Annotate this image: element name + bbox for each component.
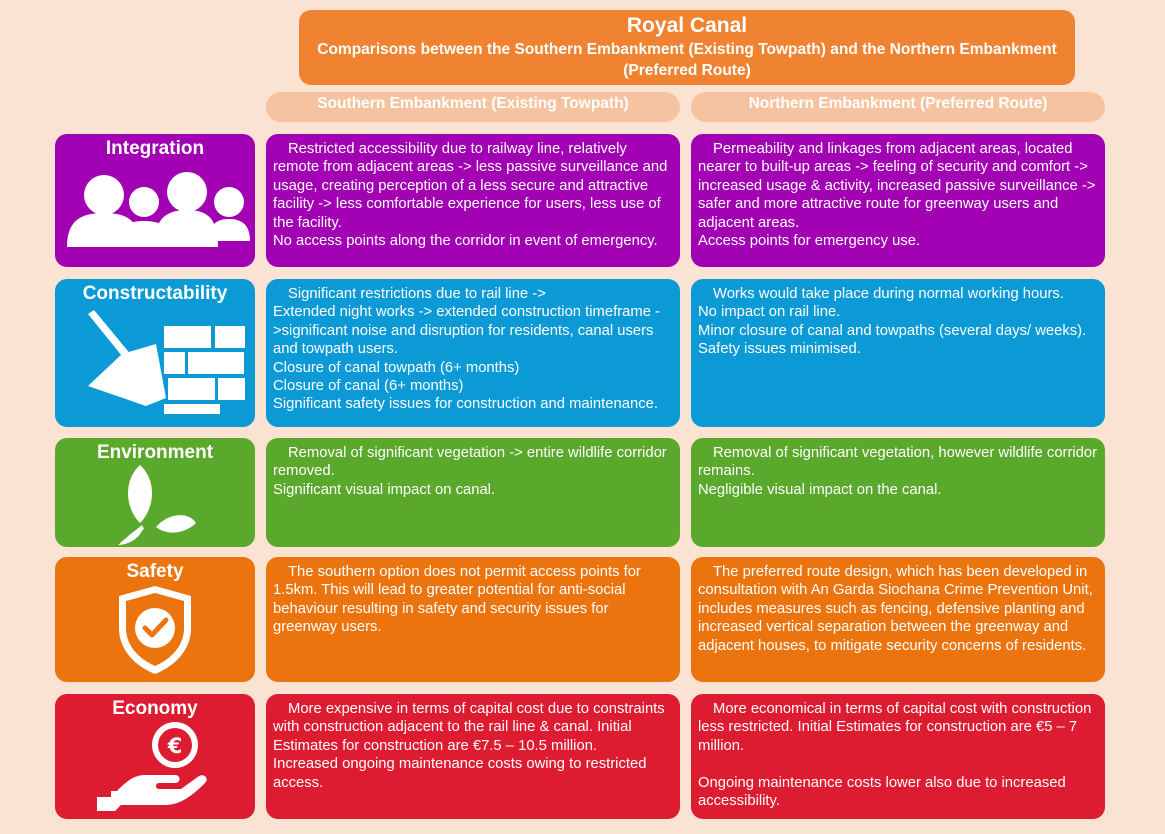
cell-environment-southern	[266, 438, 680, 547]
row-label-economy	[55, 694, 255, 819]
cell-paragraph: Removal of significant vegetation, however wildlife corridor remains.	[698, 445, 1098, 480]
people-group-icon	[60, 161, 250, 251]
paragraph-spacer	[698, 755, 1098, 773]
cell-paragraph: Closure of canal (6+ months)	[273, 378, 464, 395]
cell-paragraph: More economical in terms of capital cost with construction less restricted. Initial Estimates for construction are €5 – 7 million.	[698, 701, 1092, 754]
cell-paragraph: Extended night works -> extended construction timeframe ->significant noise and disruption for residents, canal users and towpath users.	[273, 304, 660, 358]
cell-paragraph: Minor closure of canal and towpaths (several days/ weeks).	[698, 322, 1087, 339]
column-header-northern: Northern Embankment (Preferred Route)	[691, 92, 1105, 122]
leaves-icon	[110, 465, 200, 545]
cell-constructability-southern	[266, 279, 680, 427]
trowel-bricks-icon	[60, 306, 250, 416]
cell-constructability-northern	[691, 279, 1105, 427]
cell-economy-southern	[266, 694, 680, 819]
cell-paragraph: Works would take place during normal working hours.	[713, 286, 1064, 302]
cell-paragraph: The southern option does not permit access points for 1.5km. This will lead to greater potential for anti-social behaviour resulting in safety and security issues for greenway users.	[273, 564, 641, 636]
row-label-text: Constructability	[82, 283, 228, 304]
row-label-text: Environment	[96, 442, 214, 463]
hand-euro-coin-icon	[95, 721, 215, 813]
cell-paragraph: Significant visual impact on canal.	[273, 481, 496, 498]
cell-paragraph: Closure of canal towpath (6+ months)	[273, 359, 520, 376]
cell-paragraph: Significant restrictions due to rail line ->	[288, 286, 546, 302]
page-header	[299, 10, 1075, 85]
row-label-constructability	[55, 279, 255, 427]
cell-paragraph: Significant safety issues for construction and maintenance.	[273, 396, 658, 413]
cell-integration-northern	[691, 134, 1105, 267]
page-title: Royal Canal	[626, 14, 748, 37]
shield-check-icon	[115, 584, 195, 676]
cell-paragraph: The preferred route design, which has been developed in consultation with An Garda Siochana Crime Prevention Unit, includes measures such as fencing, defensive planting and increased vertical separation between the greenway and adjacent houses, to mitigate security concerns of residents.	[698, 564, 1093, 654]
cell-paragraph: Increased ongoing maintenance costs owing to restricted access.	[273, 756, 647, 791]
cell-paragraph: More expensive in terms of capital cost due to constraints with construction adjacent to the rail line & canal. Initial Estimates for construction are €7.5 – 10.5 million.	[273, 701, 665, 754]
cell-paragraph: Access points for emergency use.	[698, 233, 921, 250]
cell-paragraph: Removal of significant vegetation -> entire wildlife corridor removed.	[273, 445, 667, 480]
cell-economy-northern	[691, 694, 1105, 819]
row-label-environment	[55, 438, 255, 547]
cell-paragraph: No impact on rail line.	[698, 304, 841, 321]
cell-environment-northern	[691, 438, 1105, 547]
cell-safety-southern	[266, 557, 680, 682]
cell-paragraph: Permeability and linkages from adjacent areas, located nearer to built-up areas -> feeling of security and comfort -> increased usage & activity, increased passive surveillance -> safer and more attractive route for greenway users and adjacent areas.	[698, 141, 1096, 231]
cell-paragraph: Restricted accessibility due to railway line, relatively remote from adjacent areas -> less passive surveillance and usage, creating perception of a less secure and attractive facility -> less comfortable experience for users, less use of the facility.	[273, 141, 668, 231]
row-label-integration	[55, 134, 255, 267]
cell-integration-southern	[266, 134, 680, 267]
row-label-text: Integration	[105, 138, 205, 159]
cell-safety-northern	[691, 557, 1105, 682]
cell-paragraph: Safety issues minimised.	[698, 341, 861, 358]
page-subtitle: Comparisons between the Southern Embankment (Existing Towpath) and the Northern Embankment (Preferred Route)	[317, 41, 1057, 79]
row-label-text: Safety	[126, 561, 184, 582]
svg-text:€: €	[167, 734, 183, 758]
cell-paragraph: Negligible visual impact on the canal.	[698, 481, 942, 498]
cell-paragraph: Ongoing maintenance costs lower also due to increased accessibility.	[698, 774, 1066, 810]
row-label-safety	[55, 557, 255, 682]
column-header-southern: Southern Embankment (Existing Towpath)	[266, 92, 680, 122]
cell-paragraph: No access points along the corridor in event of emergency.	[273, 233, 658, 250]
row-label-text: Economy	[112, 698, 198, 719]
